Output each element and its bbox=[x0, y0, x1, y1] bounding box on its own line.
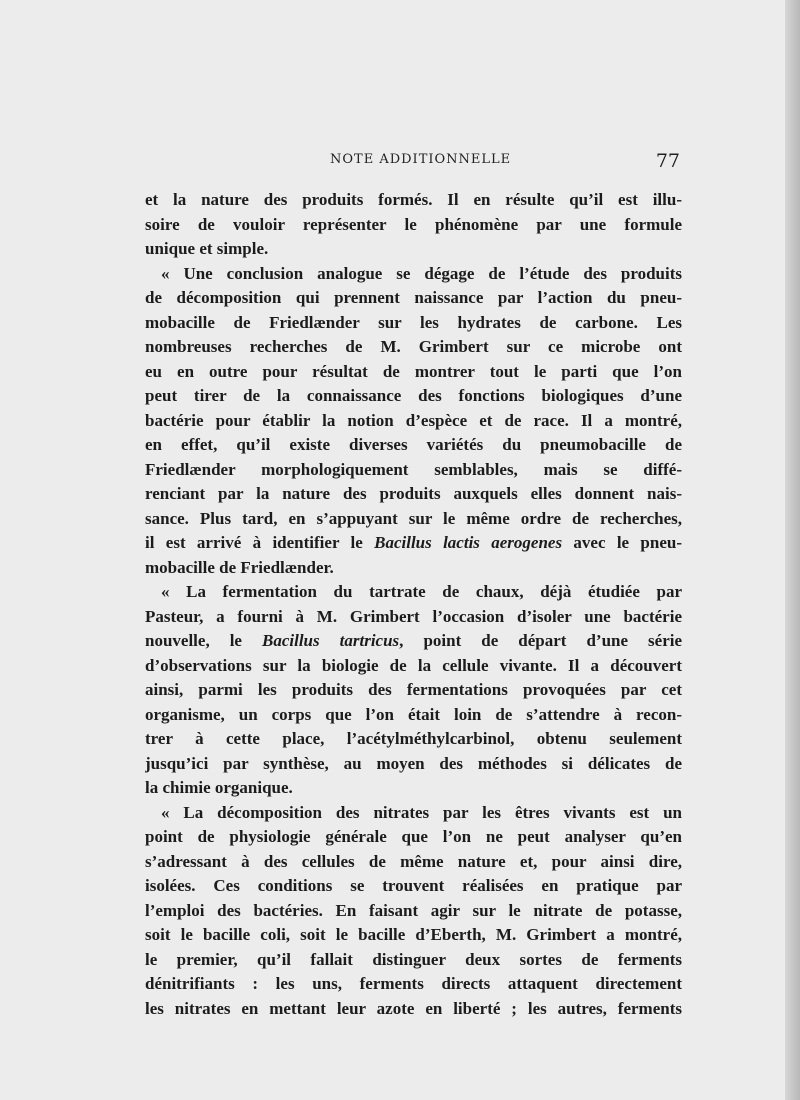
text-line: le premier, qu’il fallait distinguer deux sortes de ferments bbox=[145, 949, 682, 969]
italic-text: Bacillus tartricus bbox=[262, 631, 400, 650]
page-gutter bbox=[785, 0, 800, 1100]
text-line: renciant par la nature des produits auxquels elles donnent nais- bbox=[145, 484, 682, 503]
text-run: , point de départ d’une série bbox=[399, 631, 682, 650]
text-line: isolées. Ces conditions se trouvent réalisées en pratique par bbox=[145, 876, 682, 895]
text-line: « La fermentation du tartrate de chaux, déjà étudiée par bbox=[161, 582, 682, 601]
italic-text: Bacillus lactis aerogenes bbox=[374, 533, 563, 552]
running-head bbox=[145, 150, 680, 174]
text-line: bactérie pour établir la notion d’espèce et de race. Il a montré, bbox=[145, 410, 682, 430]
running-title: NOTE ADDITIONNELLE bbox=[330, 152, 512, 167]
text-line: nombreuses recherches de M. Grimbert sur ce microbe ont bbox=[145, 337, 682, 356]
text-line: organisme, un corps que l’on était loin de s’attendre à recon- bbox=[145, 704, 682, 724]
text-line: eu en outre pour résultat de montrer tout le parti que l’on bbox=[145, 361, 682, 381]
text-line bbox=[145, 629, 682, 654]
text-line: s’adressant à des cellules de même nature et, pour ainsi dire, bbox=[145, 851, 682, 871]
text-line: les nitrates en mettant leur azote en liberté ; les autres, ferments bbox=[145, 998, 682, 1018]
page-number: 77 bbox=[655, 150, 680, 172]
body-text bbox=[145, 188, 682, 1021]
text-line: soire de vouloir représenter le phénomène par une formule bbox=[145, 214, 682, 234]
text-line: la chimie organique. bbox=[145, 778, 293, 797]
text-line bbox=[145, 531, 682, 556]
text-line: Pasteur, a fourni à M. Grimbert l’occasion d’isoler une bactérie bbox=[145, 606, 682, 626]
text-line: unique et simple. bbox=[145, 239, 269, 258]
text-run: nouvelle, le bbox=[145, 631, 262, 650]
text-line: en effet, qu’il existe diverses variétés du pneumobacille de bbox=[145, 435, 682, 454]
text-line: dénitrifiants : les uns, ferments directs attaquent directement bbox=[145, 974, 682, 993]
text-line: mobacille de Friedlænder. bbox=[145, 557, 334, 577]
text-line: et la nature des produits formés. Il en résulte qu’il est illu- bbox=[145, 190, 682, 209]
text-line: point de physiologie générale que l’on ne peut analyser qu’en bbox=[145, 827, 682, 846]
text-line: trer à cette place, l’acétylméthylcarbinol, obtenu seulement bbox=[145, 729, 682, 748]
text-line: soit le bacille coli, soit le bacille d’Eberth, M. Grimbert a montré, bbox=[145, 925, 682, 944]
text-line: jusqu’ici par synthèse, au moyen des méthodes si délicates de bbox=[145, 753, 682, 773]
text-run: il est arrivé à identifier le bbox=[145, 533, 375, 552]
text-run: avec le pneu- bbox=[562, 533, 682, 552]
text-line: sance. Plus tard, en s’appuyant sur le même ordre de recherches, bbox=[145, 508, 682, 528]
text-line: « La décomposition des nitrates par les êtres vivants est un bbox=[161, 802, 682, 822]
text-line: mobacille de Friedlænder sur les hydrates de carbone. Les bbox=[145, 312, 682, 332]
text-line: « Une conclusion analogue se dégage de l’étude des produits bbox=[161, 263, 682, 283]
text-line: d’observations sur la biologie de la cellule vivante. Il a découvert bbox=[145, 655, 682, 675]
text-line: de décomposition qui prennent naissance par l’action du pneu- bbox=[145, 288, 682, 307]
text-line: l’emploi des bactéries. En faisant agir sur le nitrate de potasse, bbox=[145, 900, 682, 920]
text-line: ainsi, parmi les produits des fermentations provoquées par cet bbox=[145, 680, 682, 699]
text-line: peut tirer de la connaissance des fonctions biologiques d’une bbox=[145, 386, 682, 405]
text-line: Friedlænder morphologiquement semblables, mais se diffé- bbox=[145, 459, 682, 479]
